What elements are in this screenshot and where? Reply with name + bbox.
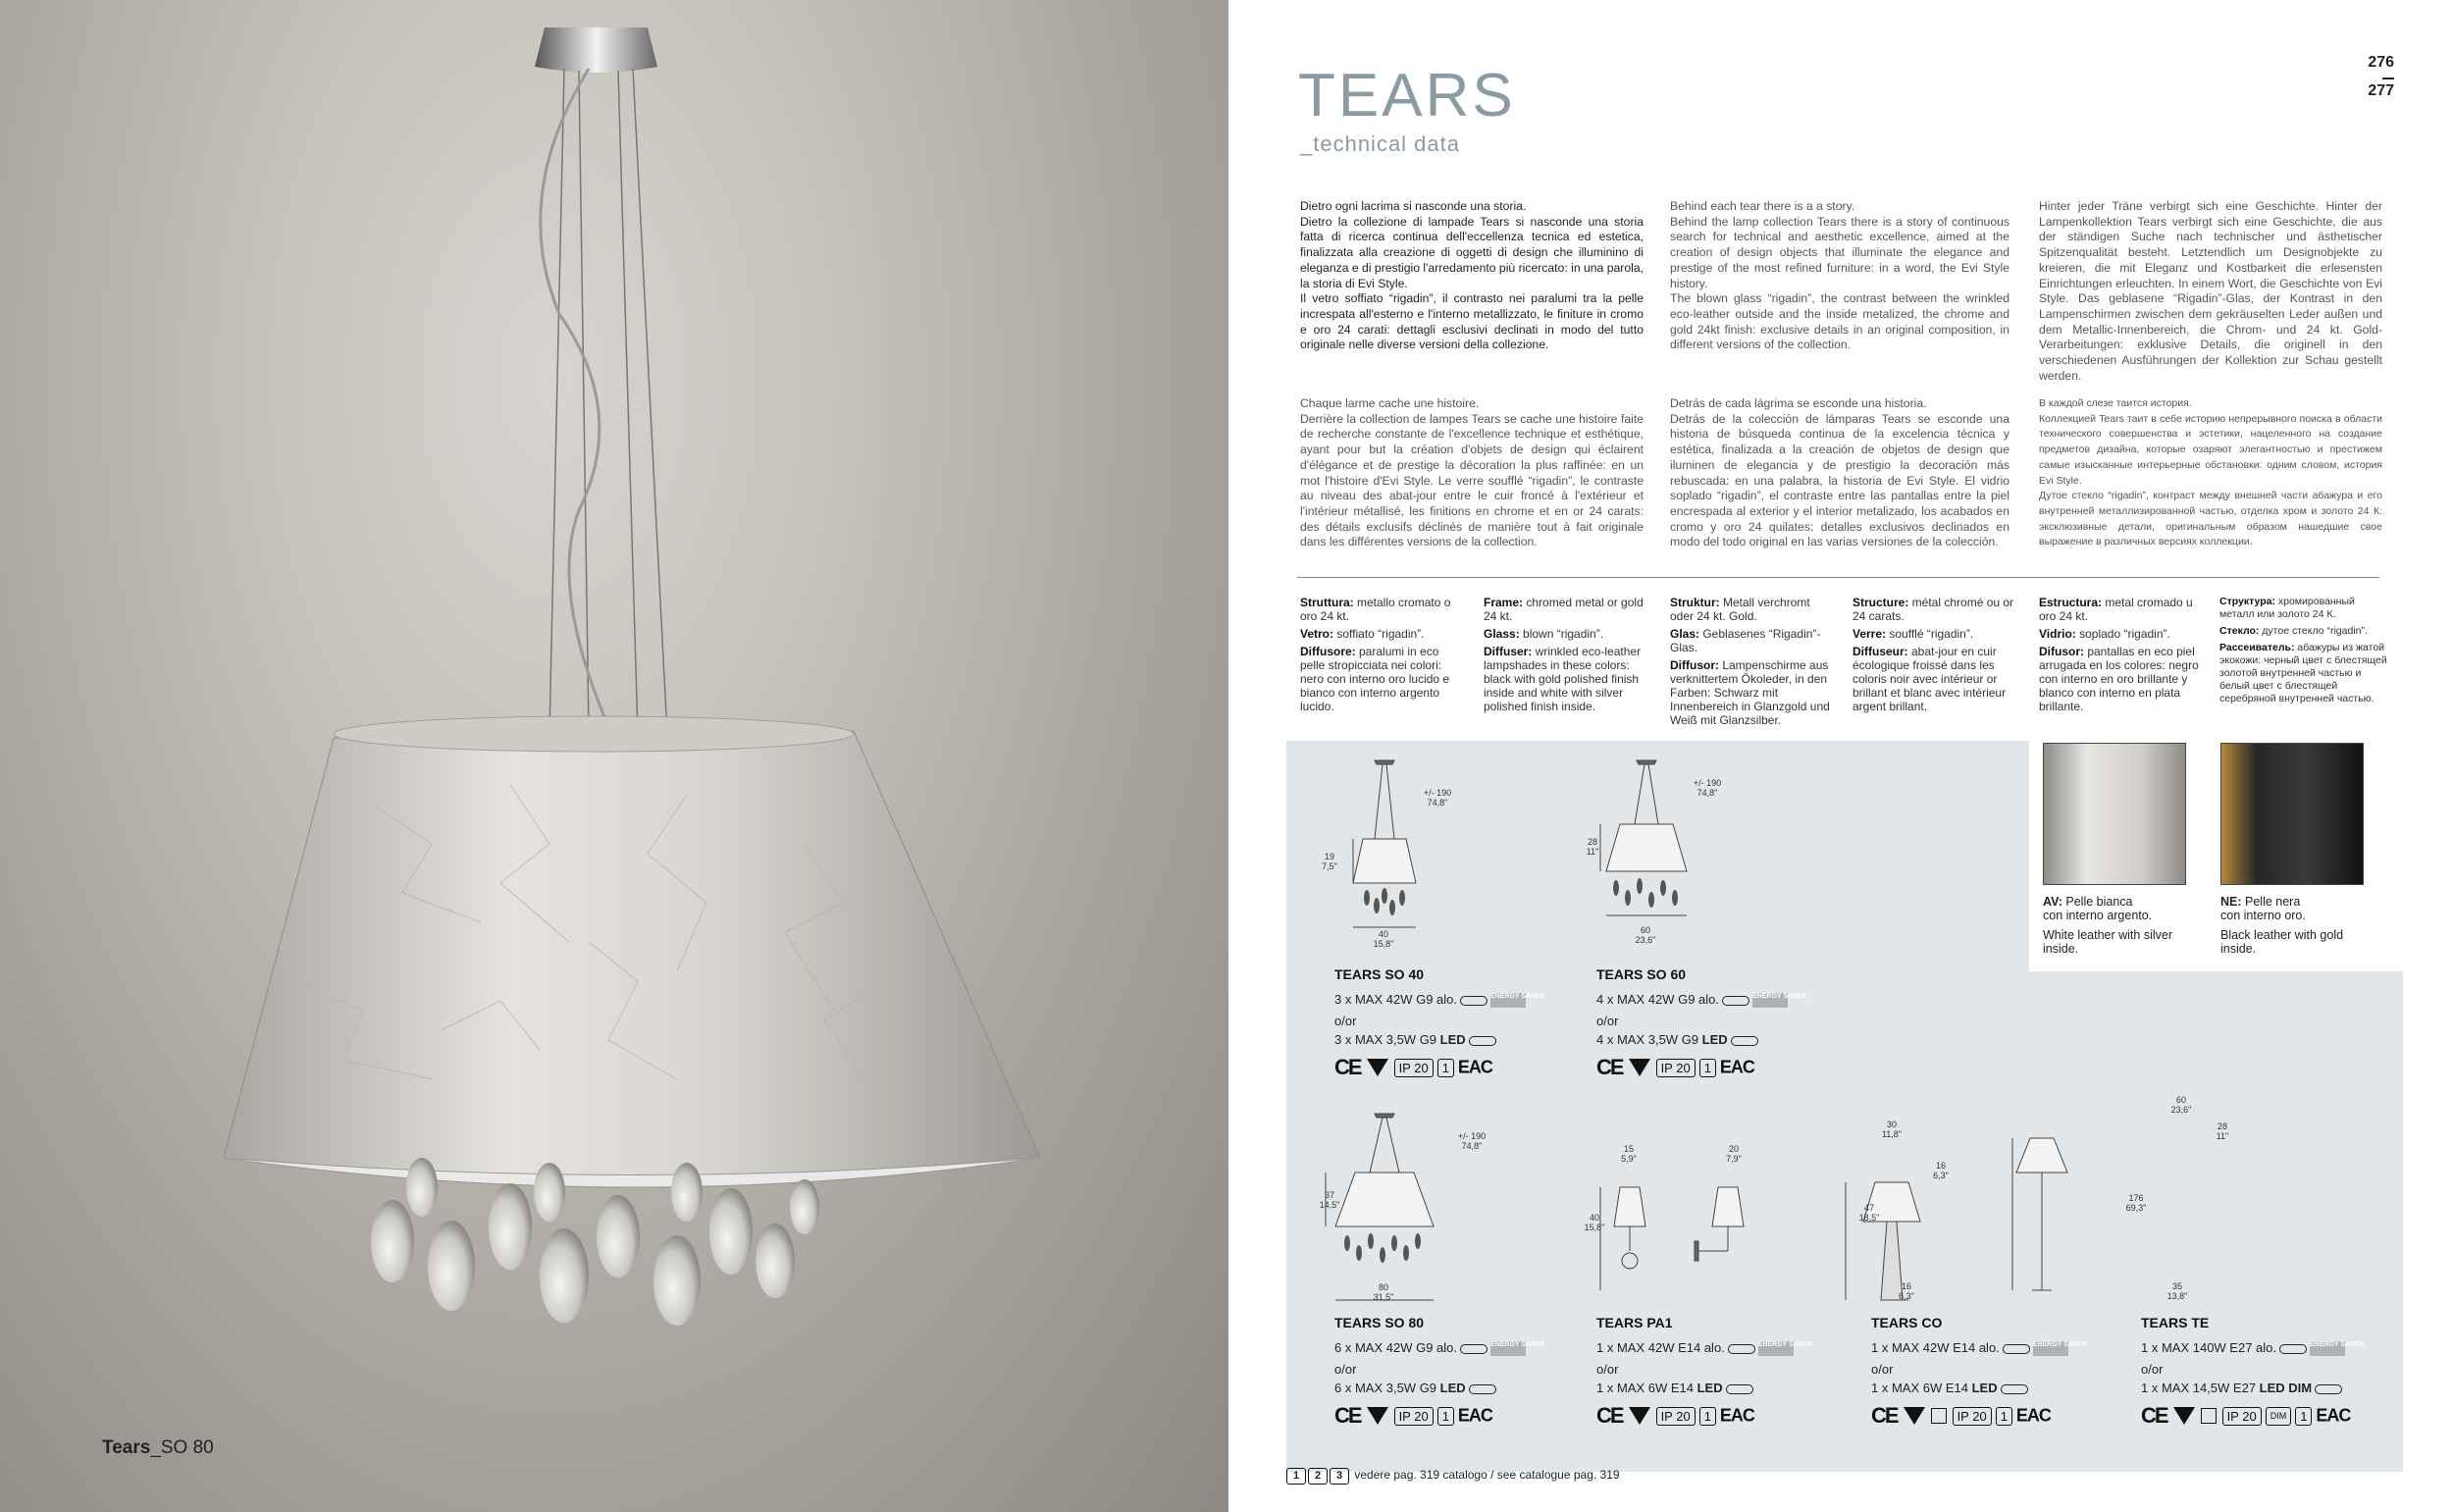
f-mark-icon [1367,1407,1388,1425]
footer-text: vedere pag. 319 catalogo / see catalogue pag. 319 [1354,1468,1620,1482]
page-number-right: 277 [2368,82,2394,99]
dim-co-base-side: 16 6,3" [1933,1161,1949,1180]
or-label: o/or [1334,1362,1357,1378]
f-mark-icon [1629,1407,1650,1425]
bulb-halogen: 1 x MAX 140W E27 alo. ENERGY SAVER [2141,1340,2364,1355]
spec-de: Struktur: Metall verchromt oder 24 kt. Gold. Glas: Geblasenes “Rigadin”-Glas. Diffusor: Lampenschirme aus verknittertem Ökoleder, in den Farben: Schwarz mit Innenbereich in Glanzgold und Weiß mit Glanzsilber. [1670,596,1830,727]
led-bulb-icon [2315,1384,2342,1394]
legend-box-1: 1 [1286,1468,1306,1485]
certification-marks [1334,1403,1550,1429]
halogen-bulb-icon [1722,996,1749,1006]
bulb-halogen: 6 x MAX 42W G9 alo. ENERGY SAVER [1334,1340,1544,1355]
energy-saver-badge: ENERGY SAVER [2033,1341,2068,1356]
energy-saver-badge: ENERGY SAVER [1758,1341,1794,1356]
product-name: TEARS SO 40 [1334,966,1425,982]
or-label: o/or [1596,1014,1619,1029]
ip-rating: IP 20 [1394,1407,1434,1426]
ce-mark: CE [1596,1403,1623,1429]
intro-text-es: Detrás de cada lágrima se esconde una historia. Detrás de la colección de lámparas Tears se esconde una historia de búsqueda continua de la excelencia técnica y estética, finalizada a la creación de objetos de design que iluminen de elegancia y de prestigio la decoración más rebuscada: en una palabra, la historia de Evi Style. El vidrio soplado “rigadin”, el contraste entre las pantallas entre la piel encrespada al exterior y el interior metalizado, los acabados en cromo y oro 24 quilates: detalles exclusivos declinados en modo del todo original en las varias versiones de la colección. [1670,396,2009,549]
certification-marks [2141,1403,2396,1429]
dim-te-shade-height: 28 11" [2216,1121,2229,1141]
pa1-shade-side [1712,1187,1744,1226]
eac-mark: EAC [2316,1405,2351,1426]
bulb-halogen: 3 x MAX 42W G9 alo. ENERGY SAVER [1334,992,1544,1007]
energy-saver-badge: ENERGY SAVER [1752,993,1788,1008]
ce-mark: CE [1596,1055,1623,1080]
dim-co-shade-width: 30 11,8" [1881,1120,1903,1139]
intro-text-en: Behind each tear there is a a story. Behind the lamp collection Tears there is a story of continuous search for technical and aesthetic excellence, aimed at the creation of design objects that illuminate the elegance and prestige of the most refined furniture: in a word, the Evi Style history. The blown glass “rigadin”, the contrast between the wrinkled eco-leather outside and the inside metalized, the chrome and gold 24kt finish: exclusive details in an original composition, in different versions of the collection. [1670,199,2009,352]
product-name: TEARS PA1 [1596,1315,1673,1330]
bulb-led: 4 x MAX 3,5W G9 LED [1596,1032,1812,1047]
page-subtitle: _technical data [1300,131,1460,156]
ip-rating: IP 20 [2222,1407,2262,1426]
led-bulb-icon [1469,1036,1496,1046]
product-name: TEARS TE [2141,1315,2210,1330]
bulb-led: 1 x MAX 14,5W E27 LED DIM [2141,1381,2396,1395]
f-mark-icon [1629,1059,1650,1076]
eac-mark: EAC [2015,1405,2051,1426]
halogen-bulb-icon [1460,996,1487,1006]
or-label: o/or [1871,1362,1894,1378]
dim-te-height: 176 69,3" [2125,1193,2147,1213]
photo-caption: Tears_SO 80 [102,1437,214,1458]
product-tears-so80 [1334,1315,1550,1429]
energy-saver-badge: ENERGY SAVER [2310,1341,2345,1356]
intro-text-ru: В каждой слезе таится история. Коллекцией Tears таит в себе историю непрерывного поиска в области технического совершенства и эстетики, нацеленного на создание предметов дизайна, которые озаряют элегантностью и престижем самые изысканные интерьерные обстановки: одним словом, история Evi Style. Дутое стекло “rigadin”, контраст между внешней части абажура и его внутренней металлизированной частью, отделка хром и золото 24 К: эксклюзивные детали, оригинальным образом нашедшие свое выражение в различных версиях коллекции. [2039,397,2382,548]
class-ii-icon [1931,1408,1947,1424]
class-mark: 1 [1699,1059,1716,1077]
dim-pa1-front-width: 15 5,9" [1621,1144,1637,1164]
bulb-led: 6 x MAX 3,5W G9 LED [1334,1381,1550,1395]
product-tears-te [2141,1315,2396,1429]
dim-so40-height: +/- 190 74,8" [1423,788,1452,808]
so60-shade [1606,824,1687,871]
spec-en: Frame: chromed metal or gold 24 kt. Glass: blown “rigadin”. Diffuser: wrinkled eco-leather lampshades in these colors: black with gold polished finish inside and white with silver polished finish inside. [1484,596,1644,713]
swatch-caption-av: AV: Pelle bianca con interno argento. White leather with silver inside. [2043,895,2172,956]
product-tears-pa1 [1596,1315,1812,1429]
certification-marks [1334,1055,1550,1080]
product-tears-so40 [1334,966,1550,1080]
product-tears-so60 [1596,966,1812,1080]
led-bulb-icon [1726,1384,1753,1394]
dim-so60-width: 60 23,6" [1635,925,1656,945]
eac-mark: EAC [1457,1405,1492,1426]
dim-so40-shade-height: 19 7,5" [1322,852,1337,871]
te-shade [2016,1138,2067,1173]
led-bulb-icon [2001,1384,2028,1394]
bulb-halogen: 1 x MAX 42W E14 alo. ENERGY SAVER [1871,1340,2087,1355]
halogen-bulb-icon [2279,1344,2307,1354]
legend-box-2: 2 [1308,1468,1328,1485]
page-title: TEARS [1298,62,1516,130]
f-mark-icon [1367,1059,1388,1076]
eac-mark: EAC [1457,1057,1492,1077]
class-mark: 1 [1437,1407,1454,1426]
spec-ru: Структура: хромированный металл или золото 24 К. Стекло: дутое стекло “rigadin”. Рассеиватель: абажуры из жатой экокожи: черный цвет с блестящей золотой внутренней частью и белый цвет с блестящей серебряной внутренней частью. [2219,596,2387,704]
eac-mark: EAC [1719,1057,1754,1077]
intro-text-de: Hinter jeder Träne verbirgt sich eine Geschichte. Hinter der Lampenkollektion Tears verbirgt sich eine Geschichte, die aus der ständigen Suche nach technischer und ästhetischer Spitzenqualität besteht. Letztendlich um Designobjekte zu kreieren, die mit Eleganz und Kostbarkeit die erlesensten Einrichtungen erleuchten. In einem Wort, die Geschichte von Evi Style. Das geblasene “Rigadin”-Glas, der Kontrast in den Lampenschirmen zwischen dem gekräuselten Leder außen und dem Metallic-Innenbereich, die Chrom- und 24 kt. Gold-Verarbeitungen: exklusive Details, die originell in den verschiedenen Ausführungen der Kollektion zur Schau gestellt werden. [2039,199,2382,383]
certification-marks [1596,1403,1812,1429]
eac-mark: EAC [1719,1405,1754,1426]
legend-box-3: 3 [1330,1468,1349,1485]
or-label: o/or [1596,1362,1619,1378]
so80-canopy [1375,1114,1394,1118]
product-tears-co [1871,1315,2087,1429]
f-mark-icon [1904,1407,1925,1425]
spec-es: Estructura: metal cromado u oro 24 kt. Vidrio: soplado “rigadin”. Difusor: pantallas en eco piel arrugada en los colores: negro con interno en oro brillante y blanco con interno en plata brillante. [2039,596,2199,713]
section-divider [1297,577,2379,578]
ce-mark: CE [1871,1403,1898,1429]
ip-rating: IP 20 [1656,1059,1696,1077]
bulb-led: 3 x MAX 3,5W G9 LED [1334,1032,1550,1047]
spec-it: Struttura: metallo cromato o oro 24 kt. Vetro: soffiato “rigadin”. Diffusore: paralumi in eco pelle stropicciata nei colori: nero con interno oro lucido e bianco con interno argento lucido. [1300,596,1451,713]
dim-so60-shade-height: 28 11" [1586,837,1599,857]
bulb-led: 1 x MAX 6W E14 LED [1596,1381,1812,1395]
dim-pa1-height: 40 15,8" [1584,1213,1605,1232]
dim-pa1-side-width: 20 7,9" [1726,1144,1742,1164]
or-label: o/or [2141,1362,2164,1378]
spec-fr: Structure: métal chromé ou or 24 carats. Verre: soufflé “rigadin”. Diffuseur: abat-jour en cuir écologique froissé dans les coloris noir avec intérieur or brillant et blanc avec intérieur argent brillant. [1853,596,2014,713]
dim-co-base-width: 16 6,3" [1899,1281,1914,1301]
dim-so80-width: 80 31,5" [1373,1282,1394,1302]
halogen-bulb-icon [1460,1344,1487,1354]
or-label: o/or [1334,1014,1357,1029]
f-mark-icon [2173,1407,2195,1425]
class-mark: 1 [1699,1407,1716,1426]
footer-legend [1286,1468,1620,1485]
page-number-divider [2382,78,2394,79]
product-name: TEARS SO 60 [1596,966,1687,982]
class-mark: 1 [2295,1407,2312,1426]
class-ii-icon [2201,1408,2217,1424]
dim-so60-height: +/- 190 74,8" [1693,778,1722,798]
intro-text-fr: Chaque larme cache une histoire. Derrière la collection de lampes Tears se cache une histoire faite de recherche constante de l'excellence technique et esthétique, ayant pour but la création d'objets de design qui éclairent d'élégance et de prestige la décoration la plus raffinée: en un mot l'histoire d'Evi Style. Le verre soufflé “rigadin”, le contraste au niveau des abat-jour entre le cuir froncé à l'extérieur et l'intérieur métallisé, les finitions en chrome et en or 24 carats: des détails exclusifs déclinés de manière tout à fait originale dans les différentes versions de la collection. [1300,396,1644,549]
ip-rating: IP 20 [1656,1407,1696,1426]
swatch-caption-ne: NE: Pelle nera con interno oro. Black leather with gold inside. [2220,895,2344,956]
halogen-bulb-icon [2003,1344,2030,1354]
halogen-bulb-icon [1728,1344,1755,1354]
power-cable [541,69,608,726]
so60-canopy [1637,760,1656,764]
certification-marks [1596,1055,1812,1080]
led-bulb-icon [1469,1384,1496,1394]
so80-shade [1335,1173,1434,1226]
pa1-shade-front [1614,1187,1645,1226]
dim-so80-height: +/- 190 74,8" [1457,1131,1487,1151]
dim-te-base: 35 13,8" [2166,1281,2188,1301]
dim-so40-width: 40 15,8" [1373,929,1394,949]
dim-so80-shade-height: 37 14,5" [1319,1190,1340,1210]
bulb-halogen: 1 x MAX 42W E14 alo. ENERGY SAVER [1596,1340,1812,1355]
energy-saver-badge: ENERGY SAVER [1490,1341,1526,1356]
ip-rating: IP 20 [1953,1407,1992,1426]
dim-te-shade-width: 60 23,6" [2170,1095,2192,1115]
ce-mark: CE [1334,1403,1361,1429]
bulb-led: 1 x MAX 6W E14 LED [1871,1381,2087,1395]
energy-saver-badge: ENERGY SAVER [1490,993,1526,1008]
intro-text-it: Dietro ogni lacrima si nasconde una storia. Dietro la collezione di lampade Tears si nasconde una storia fatta di ricerca continua dell'eccellenza tecnica ed estetica, finalizzata alla creazione di oggetti di design che illuminino di eleganza e di prestigio l'arredamento più ricercato: in una parola, la storia di Evi Style. Il vetro soffiato “rigadin”, il contrasto nei paralumi tra la pelle increspata all'esterno e l'interno metallizzato, le finiture in cromo e oro 24 carati: dettagli esclusivi declinati in modo del tutto originale nelle diverse versioni della collezione. [1300,199,1644,352]
class-mark: 1 [1437,1059,1454,1077]
ce-mark: CE [1334,1055,1361,1080]
ip-rating: IP 20 [1394,1059,1434,1077]
product-name: TEARS SO 80 [1334,1315,1425,1330]
canopy [535,27,657,73]
product-name: TEARS CO [1871,1315,1943,1330]
led-bulb-icon [1731,1036,1758,1046]
bulb-halogen: 4 x MAX 42W G9 alo. ENERGY SAVER [1596,992,1806,1007]
dimmable-mark: DIM [2266,1407,2292,1426]
page-number-left: 276 [2368,54,2394,71]
so40-shade [1353,839,1416,883]
dim-co-height: 47 18,5" [1858,1203,1880,1223]
so40-canopy [1375,760,1394,764]
class-mark: 1 [1996,1407,2012,1426]
ce-mark: CE [2141,1403,2167,1429]
certification-marks [1871,1403,2087,1429]
lampshade [224,731,1040,1187]
